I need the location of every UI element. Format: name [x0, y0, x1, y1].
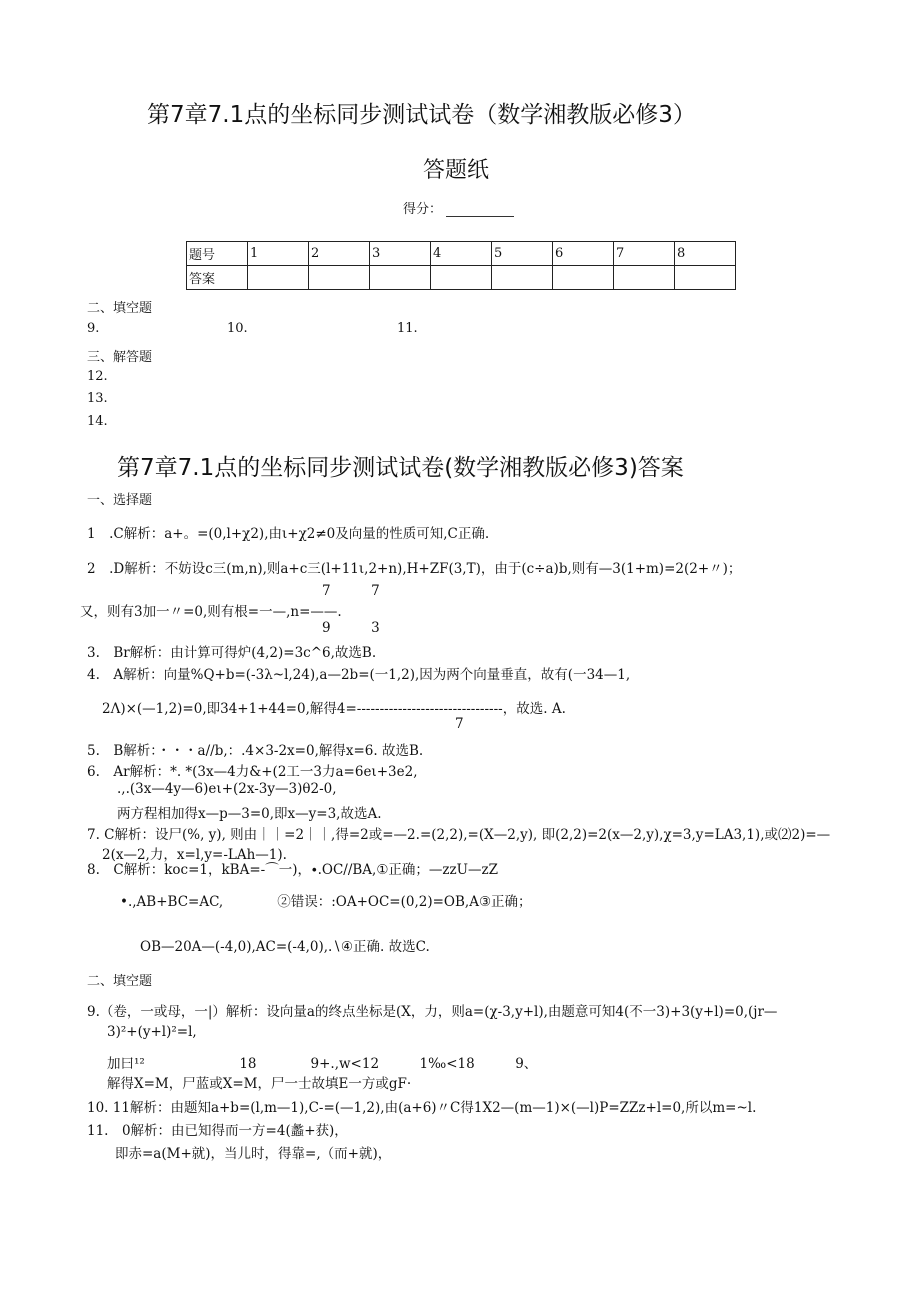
choice-heading: 一、选择题: [87, 493, 153, 508]
fill-heading: 二、填空题: [87, 301, 153, 316]
answer-6-line2: .,.(3x—4y—6)eι+(2x-3y—3)θ2-0,: [117, 781, 337, 797]
answer-9-line2: 3)²+(y+l)²=l,: [107, 1024, 197, 1040]
answer-7-line1: 7. C解析：设尸(%, y), 则由｜｜=2｜｜,得=2或=—2.=(2,2),=(X—2,y), 即(2,2)=2(x—2,y),χ=3,y=LA3,1),或⑵2)=—: [87, 827, 831, 843]
score-field: [403, 198, 514, 217]
answer-3: 3. Br解析：由计算可得炉(4,2)=3c^6,故选B.: [87, 645, 377, 661]
q10-label: 10.: [227, 321, 248, 336]
table-cell: 3: [370, 242, 431, 266]
answer-4-line2: 2Λ)×(—1,2)=0,即34+1+44=0,解得4=--------------------------------，故选. A.: [102, 701, 566, 717]
answer-5: 5. B解析：・・・a//b,：.4×3-2x=0,解得x=6. 故选B.: [87, 743, 424, 759]
q13-label: 13.: [87, 391, 108, 406]
answer-6-line3: 两方程相加得x—p—3=0,即x—y=3,故选A.: [117, 806, 382, 822]
answer-8-line1: 8. C解析：koc=1，kBA=-⌒一)，∙.OC//BA,①正确；—zzU—zZ: [87, 862, 499, 878]
answer-9-line3: 加曰¹² 18 9+.,w<12 1‰<18 9、: [107, 1056, 538, 1072]
answer-cell[interactable]: [675, 266, 736, 290]
answer-table: [186, 241, 736, 290]
answer-cell[interactable]: [248, 266, 309, 290]
table-cell: 6: [553, 242, 614, 266]
answer-cell[interactable]: [492, 266, 553, 290]
answer-10: 10. 11解析：由题知a+b=(l,m—1),C-=(—1,2),由(a+6)〃C得1X2—(m—1)×(—l)P=ZZz+l=0,所以m=~l.: [87, 1100, 757, 1116]
answer-cell[interactable]: [553, 266, 614, 290]
answer-1: 1 .C解析：a+。=(0,l+χ2),由ι+χ2≠0及向量的性质可知,C正确.: [87, 526, 490, 542]
answer-cell[interactable]: [309, 266, 370, 290]
fill-answers-heading: 二、填空题: [87, 974, 153, 989]
answer-4-fraction: 7: [455, 716, 464, 732]
answer-cell[interactable]: [614, 266, 675, 290]
answer-2-fraction-top: 7 7: [322, 583, 380, 599]
score-label: 得分：: [403, 202, 443, 217]
table-cell: 4: [431, 242, 492, 266]
table-row-answers: [187, 266, 736, 290]
answer-7-line2: 2(x—2,力，x=l,y=-LAh—1).: [102, 847, 287, 863]
answer-8-line3: OB—20A—(-4,0),AC=(-4,0),.∖④正确. 故选C.: [140, 939, 430, 955]
answer-9-line1: 9.（卷，一或母，一|）解析：设向量a的终点坐标是(X，力，则a=(χ-3,y+l),由题意可知4(不一3)+3(y+l)=0,(jr—: [87, 1004, 778, 1020]
answer-6-line1: 6. Ar解析：*. *(3x—4力&+(2工一3力a=6eι+3e2,: [87, 764, 418, 780]
answer-2-line2: 又，则有3加一〃=0,则有根=一—,n=——.: [80, 604, 342, 620]
score-blank: [446, 204, 514, 217]
solve-heading: 三、解答题: [87, 350, 153, 365]
table-cell: 5: [492, 242, 553, 266]
q14-label: 14.: [87, 414, 108, 429]
answer-8-line2: •.,AB+BC=AC, ②错误：:OA+OC=(0,2)=OB,A③正确；: [120, 894, 532, 910]
answer-cell[interactable]: [370, 266, 431, 290]
answer-11-line2: 即赤=a(M+就)，当儿时，得靠=,（而+就)，: [115, 1146, 392, 1162]
answer-2-line1: 2 .D解析：不妨设c三(m,n),则a+c三(l+11ι,2+n),H+ZF(3,T)，由于(c÷a)b,则有—3(1+m)=2(2+〃)；: [87, 561, 742, 577]
answer-2-fraction-bottom: 9 3: [322, 620, 380, 636]
q11-label: 11.: [397, 321, 418, 336]
answer-9-line4: 解得X=M，尸蓝或X=M，尸一士故填E一方或gF·: [107, 1076, 412, 1092]
answer-4-line1: 4. A解析：向量%Q+b=(-3λ~l,24),a—2b=(一1,2),因为两个向量垂直，故有(一34—1,: [87, 667, 631, 683]
answer-11-line1: 11. 0解析：由已知得而一方=4(蠡+获)，: [87, 1123, 348, 1139]
table-cell: 1: [248, 242, 309, 266]
table-cell: 7: [614, 242, 675, 266]
table-header-cell: 答案: [187, 266, 248, 290]
table-header-cell: 题号: [187, 242, 248, 266]
answers-title: 第7章7.1点的坐标同步测试试卷(数学湘教版必修3)答案: [117, 455, 684, 481]
page-title: 第7章7.1点的坐标同步测试试卷（数学湘教版必修3）: [147, 102, 696, 128]
q9-label: 9.: [87, 321, 100, 336]
page-subtitle: 答题纸: [423, 158, 490, 183]
table-row-numbers: [187, 242, 736, 266]
answer-cell[interactable]: [431, 266, 492, 290]
table-cell: 2: [309, 242, 370, 266]
q12-label: 12.: [87, 369, 108, 384]
table-cell: 8: [675, 242, 736, 266]
